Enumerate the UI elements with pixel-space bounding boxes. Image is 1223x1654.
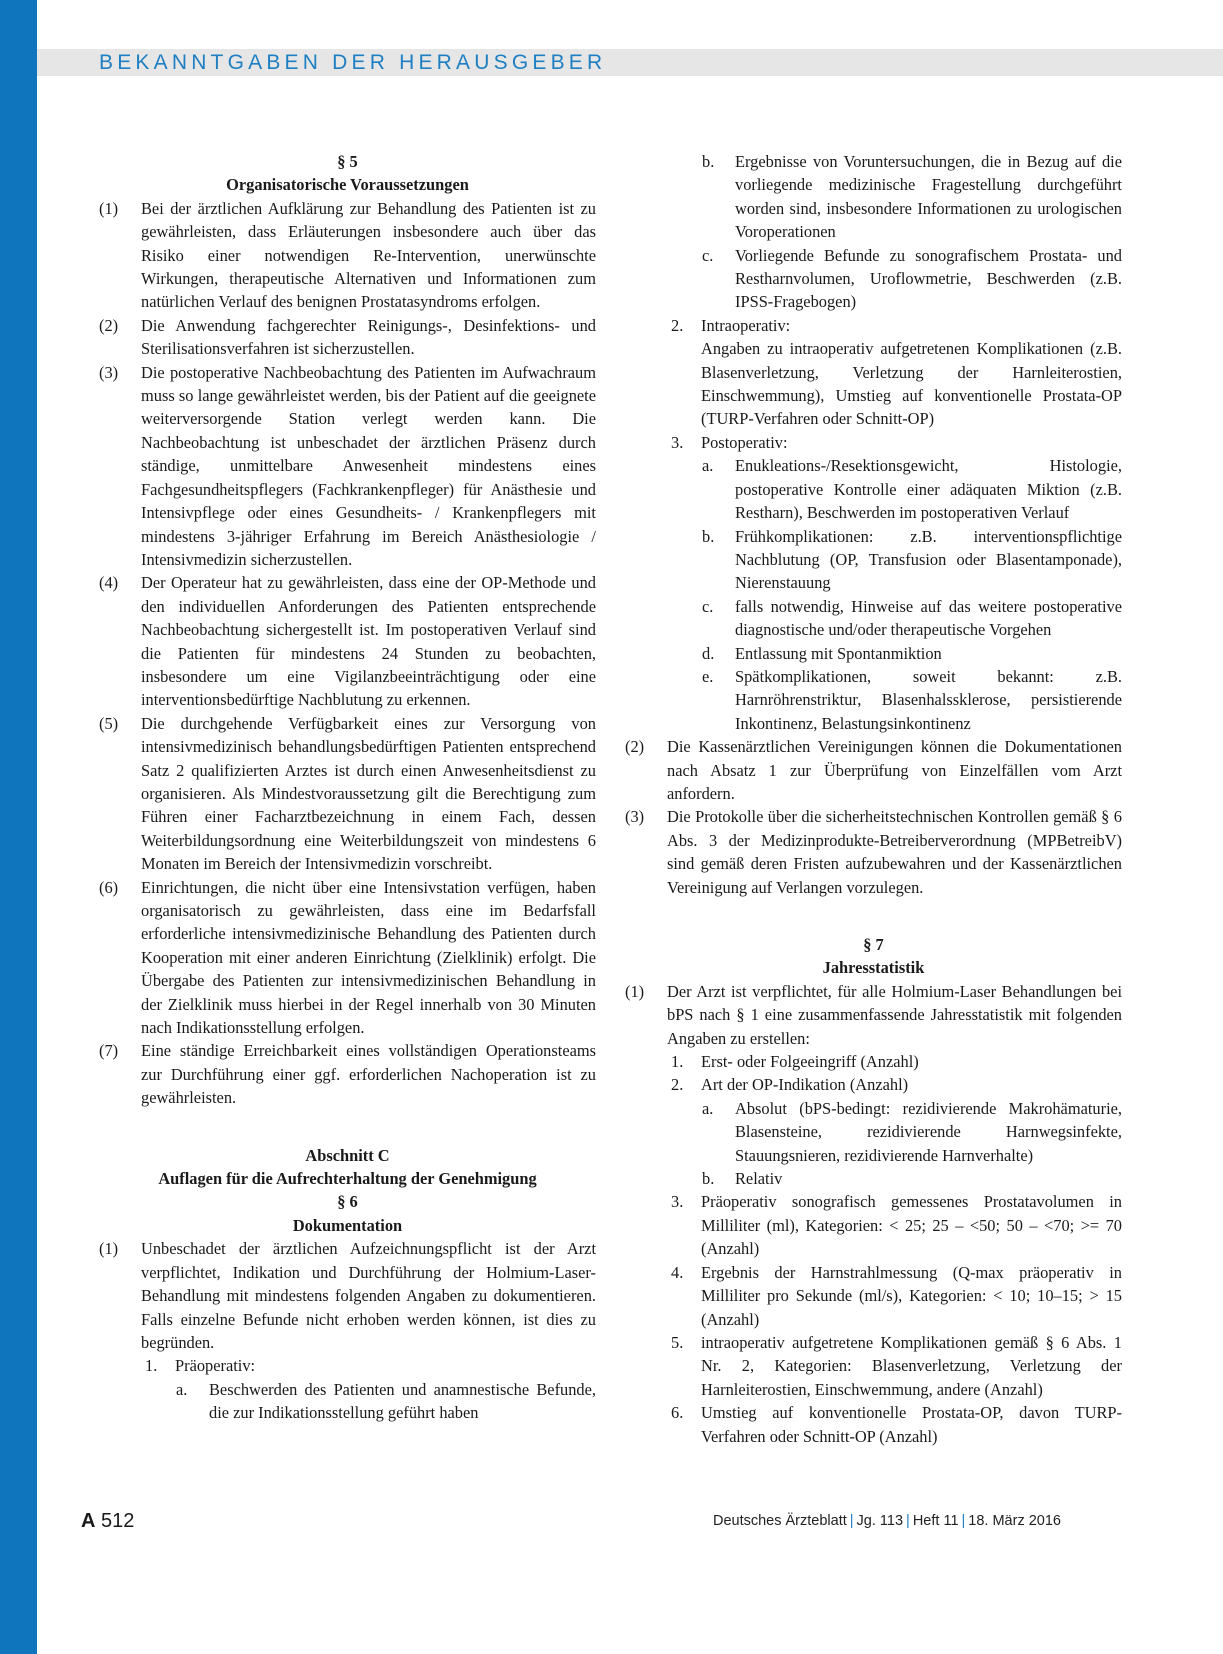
item-number: 3. — [671, 432, 684, 452]
left-accent-bar — [0, 0, 37, 1654]
paragraph-text: Der Operateur hat zu gewährleisten, dass eine der OP-Methode und den individuellen Anforderungen des Patienten entsprechende Nachbeobachtung sichergestellt ist. Im postoperativen Verlauf sind die Patienten für mindestens 24 Stunden zu beobachten, insbesondere um eine Vigilanzbeeinträchtigung oder eine interventionsbedürftige Nachblutung zu erkennen. — [141, 573, 596, 710]
item-text: Präoperativ: — [175, 1356, 256, 1376]
page-number-value: 512 — [101, 1510, 135, 1532]
item-text: Relativ — [735, 1169, 783, 1189]
s7-paragraph-1 — [625, 980, 1122, 1050]
s5-paragraph-1 — [99, 197, 596, 314]
spacer — [625, 899, 1122, 933]
s7-item-5 — [625, 1331, 1122, 1401]
s6-item-1 — [99, 1354, 596, 1377]
s6-item-3d — [625, 642, 1122, 665]
s5-paragraph-3 — [99, 361, 596, 572]
s6-item-1c — [625, 244, 1122, 314]
item-text: Postoperativ: — [701, 432, 788, 452]
abschnitt-c-title: Abschnitt C — [305, 1145, 390, 1165]
item-text: Beschwerden des Patienten und anamnestische Befunde, die zur Indikationsstellung geführt haben — [209, 1379, 596, 1423]
s7-item-2 — [625, 1073, 1122, 1096]
item-number: 5. — [671, 1332, 684, 1352]
s6-item-3a — [625, 454, 1122, 524]
paragraph-number: (5) — [99, 713, 119, 733]
item-letter: c. — [702, 596, 714, 616]
s7-item-2a — [625, 1097, 1122, 1167]
s5-paragraph-5 — [99, 712, 596, 876]
s7-item-6 — [625, 1401, 1122, 1448]
s6-item-2-text: Angaben zu intraoperativ aufgetretenen Komplikationen (z.B. Blasenverletzung, Verletzung der Harnleiterostien, Einschwemmung), Umstieg auf konventionelle Prostata-OP (TURP-Verfahren oder Schnitt-OP) — [701, 339, 1122, 429]
paragraph-number: (3) — [99, 362, 119, 382]
paragraph-text: Eine ständige Erreichbarkeit eines vollständigen Operationsteams zur Durchführung einer ggf. erforderlichen Nachoperation ist zu gewährleisten. — [141, 1041, 596, 1108]
item-letter: d. — [702, 643, 715, 663]
s6-item-2 — [625, 314, 1122, 337]
item-text: Umstieg auf konventionelle Prostata-OP, davon TURP-Verfahren oder Schnitt-OP (Anzahl) — [701, 1403, 1122, 1446]
section-6-number: § 6 — [337, 1192, 358, 1212]
s6-item-3 — [625, 431, 1122, 454]
paragraph-text: Der Arzt ist verpflichtet, für alle Holmium-Laser Behandlungen bei bPS nach § 1 eine zusammenfassende Jahresstatistik mit folgenden Angaben zu erstellen: — [667, 981, 1122, 1048]
section-header: BEKANNTGABEN DER HERAUSGEBER — [99, 51, 607, 74]
s5-paragraph-2 — [99, 314, 596, 361]
paragraph-number: (2) — [99, 315, 119, 335]
s6-paragraph-3 — [625, 805, 1122, 899]
page-prefix: A — [81, 1510, 96, 1532]
paragraph-text: Die Protokolle über die sicherheitstechnischen Kontrollen gemäß § 6 Abs. 3 der Medizinprodukte-Betreiberverordnung (MPBetreibV) sind gemäß deren Fristen aufzubewahren und der Kassenärztlichen Vereinigung auf Verlangen vorzulegen. — [667, 807, 1122, 897]
item-number: 6. — [671, 1403, 684, 1423]
s7-item-2b — [625, 1167, 1122, 1190]
item-number: 2. — [671, 315, 684, 335]
spacer — [99, 1110, 596, 1144]
item-text: Enukleations-/Resektionsgewicht, Histologie, postoperative Kontrolle einer adäquaten Miktion (z.B. Restharn), Beschwerden im postoperativen Verlauf — [735, 456, 1122, 523]
paragraph-text: Einrichtungen, die nicht über eine Intensivstation verfügen, haben organisatorisch zu gewährleisten, dass eine im Bedarfsfall erforderliche intensivmedizinische Behandlung des Patienten durch Kooperation mit einer anderen Einrichtung (Zielklinik) erfolgt. Die Übergabe des Patienten zur intensivmedizinischen Behandlung in der Zielklinik muss hierbei in der Regel innerhalb von 30 Minuten nach Indikationsstellung erfolgen. — [141, 877, 596, 1038]
item-letter: e. — [702, 666, 714, 686]
item-number: 3. — [671, 1192, 684, 1212]
journal-name: Deutsches Ärzteblatt — [712, 1513, 847, 1529]
item-letter: b. — [702, 526, 715, 546]
paragraph-text: Die Anwendung fachgerechter Reinigungs-, Desinfektions- und Sterilisationsverfahren ist sicherzustellen. — [141, 315, 596, 359]
item-text: Intraoperativ: — [701, 315, 791, 335]
item-text: Ergebnisse von Voruntersuchungen, die in Bezug auf die vorliegende medizinische Fragestellung durchgeführt worden sind, insbesondere Informationen zu urologischen Voroperationen — [735, 152, 1122, 242]
paragraph-number: (1) — [99, 1239, 119, 1259]
s6-paragraph-2 — [625, 735, 1122, 805]
item-text: Erst- oder Folgeeingriff (Anzahl) — [701, 1052, 919, 1072]
item-number: 2. — [671, 1075, 684, 1095]
paragraph-text: Bei der ärztlichen Aufklärung zur Behandlung des Patienten ist zu gewährleisten, dass Erläuterungen insbesondere auch über das Risiko einer notwendigen Re-Intervention, unerwünschte Wirkungen, therapeutische Alternativen und Informationen zum natürlichen Verlauf des benignen Prostatasyndroms erfolgen. — [141, 198, 596, 312]
s5-paragraph-7 — [99, 1039, 596, 1109]
item-letter: b. — [702, 152, 715, 171]
section-6-title: Dokumentation — [292, 1215, 403, 1235]
paragraph-text: Die Kassenärztlichen Vereinigungen können die Dokumentationen nach Absatz 1 zur Überprüfung von Einzelfällen vom Arzt anfordern. — [667, 737, 1122, 803]
right-column — [625, 150, 1122, 1448]
item-number: 1. — [671, 1052, 684, 1072]
item-letter: b. — [702, 1169, 715, 1189]
journal-date: 18. März 2016 — [968, 1513, 1061, 1529]
section-5-number: § 5 — [337, 152, 358, 171]
item-letter: a. — [702, 456, 714, 476]
paragraph-number: (1) — [99, 198, 119, 218]
paragraph-number: (6) — [99, 877, 119, 897]
s6-paragraph-1 — [99, 1237, 596, 1354]
page-number — [81, 1510, 134, 1533]
item-number: 1. — [145, 1356, 158, 1376]
paragraph-number: (7) — [99, 1041, 119, 1061]
separator: | — [906, 1513, 910, 1529]
paragraph-number: (3) — [625, 807, 645, 827]
paragraph-text: Die postoperative Nachbeobachtung des Patienten im Aufwachraum muss so lange gewährleistet werden, bis der Patient auf die geeignete weiterversorgende Station verlegt werden kann. Die Nachbeobachtung ist unbeschadet der ärztlichen Präsenz durch ständige, unmittelbare Anwesenheit mindestens eines Fachgesundheitspflegers (Fachkrankenpfleger) für Anästhesie und Intensivpflege oder eines Gesundheits- / Krankenpflegers mit mindestens 3-jähriger Erfahrung im Bereich Anästhesiologie / Intensivmedizin sicherzustellen. — [141, 362, 596, 569]
section-7-number: § 7 — [863, 935, 884, 954]
item-number: 4. — [671, 1262, 684, 1282]
s5-paragraph-6 — [99, 876, 596, 1040]
s6-item-3b — [625, 525, 1122, 595]
item-text: falls notwendig, Hinweise auf das weitere postoperative diagnostische und/oder therapeutische Vorgehen — [735, 596, 1122, 640]
s7-item-4 — [625, 1261, 1122, 1331]
journal-info — [713, 1513, 1061, 1529]
paragraph-text: Unbeschadet der ärztlichen Aufzeichnungspflicht ist der Arzt verpflichtet, Indikation und Durchführung der Holmium-Laser-Behandlung mit mindestens folgenden Angaben zu dokumentieren. Falls einzelne Befunde nicht erhoben werden können, ist dies zu begründen. — [141, 1239, 596, 1352]
item-text: Spätkomplikationen, soweit bekannt: z.B. Harnröhrenstriktur, Blasenhalssklerose, persistierende Inkontinenz, Belastungsinkontinenz — [735, 666, 1122, 733]
paragraph-number: (4) — [99, 573, 119, 593]
abschnitt-c-subtitle: Auflagen für die Aufrechterhaltung der Genehmigung — [158, 1169, 537, 1189]
item-text: Art der OP-Indikation (Anzahl) — [701, 1075, 909, 1095]
s6-item-3c — [625, 595, 1122, 642]
s6-item-1b — [625, 150, 1122, 244]
item-letter: a. — [176, 1379, 188, 1399]
item-text: Vorliegende Befunde zu sonografischem Prostata- und Restharnvolumen, Uroflowmetrie, Beschwerden (z.B. IPSS-Fragebogen) — [735, 245, 1122, 312]
s5-paragraph-4 — [99, 571, 596, 711]
item-text: Frühkomplikationen: z.B. interventionspflichtige Nachblutung (OP, Transfusion oder Blasentamponade), Nierenstauung — [735, 526, 1122, 593]
separator: | — [961, 1513, 966, 1529]
s7-item-1 — [625, 1050, 1122, 1073]
item-text: Entlassung mit Spontanmiktion — [735, 643, 942, 663]
item-letter: c. — [702, 245, 714, 265]
separator: | — [849, 1513, 854, 1529]
journal-issue: Heft 11 — [912, 1513, 959, 1529]
paragraph-number: (2) — [625, 737, 645, 757]
s6-item-3e — [625, 665, 1122, 735]
s6-item-1a — [99, 1378, 596, 1425]
item-text: Ergebnis der Harnstrahlmessung (Q-max präoperativ in Milliliter pro Sekunde (ml/s), Kategorien: < 10; 10–15; > 15 (Anzahl) — [701, 1262, 1122, 1329]
item-text: Absolut (bPS-bedingt: rezidivierende Makrohämaturie, Blasensteine, rezidivierende Harnwegsinfekte, Stauungsnieren, rezidivierende Harnverhalte) — [735, 1098, 1122, 1165]
paragraph-number: (1) — [625, 981, 645, 1001]
section-5-title: Organisatorische Voraussetzungen — [226, 175, 469, 195]
left-column — [99, 150, 596, 1425]
item-text: Präoperativ sonografisch gemessenes Prostatavolumen in Milliliter (ml), Kategorien: < 25; 25 – <50; 50 – <70; >= 70 (Anzahl) — [701, 1192, 1122, 1259]
section-7-title: Jahresstatistik — [822, 958, 925, 978]
journal-volume: Jg. 113 — [856, 1513, 904, 1529]
item-letter: a. — [702, 1098, 714, 1118]
paragraph-text: Die durchgehende Verfügbarkeit eines zur Versorgung von intensivmedizinisch behandlungsbedürftigen Patienten entsprechend Satz 2 qualifizierten Arztes ist durch einen Anwesenheitsdienst zu organisieren. Als Mindestvoraussetzung gilt die Berechtigung zum Führen einer Facharztbezeichnung in einem Fach, dessen Weiterbildungsordnung eine Weiterbildungszeit von mindestens 6 Monaten im Bereich der Intensivmedizin vorschreibt. — [141, 713, 596, 874]
item-text: intraoperativ aufgetretene Komplikationen gemäß § 6 Abs. 1 Nr. 2, Kategorien: Blasenverletzung, Verletzung der Harnleiterostien, Einschwemmung, andere (Anzahl) — [701, 1332, 1122, 1399]
s7-item-3 — [625, 1190, 1122, 1260]
